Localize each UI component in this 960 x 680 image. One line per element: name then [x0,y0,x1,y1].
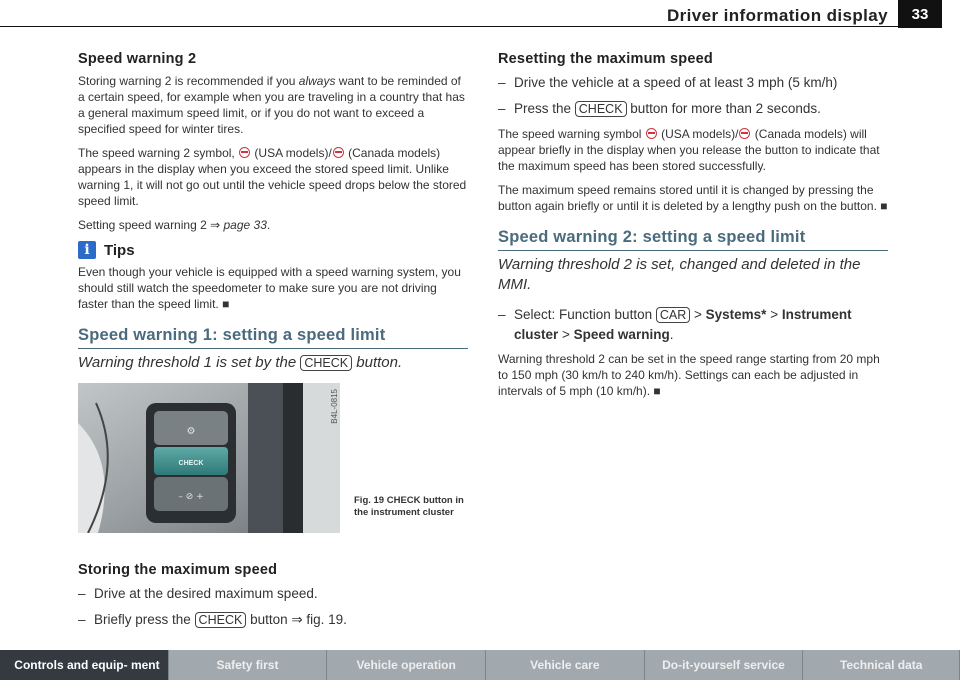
tips-text: Even though your vehicle is equipped with a speed warning system, you should still watch the speedometer to make sure you are not driving faster than the speed limit. ■ [78,265,461,311]
speed-warning-usa-icon [239,147,250,158]
storing-max-speed-heading: Storing the maximum speed [78,562,278,578]
reset-paragraph-2: The maximum speed remains stored until it is changed by pressing the button again briefly or until it is deleted by a lengthy push on the button. ■ [498,183,888,213]
svg-text:– ⊘ +: – ⊘ + [178,492,204,502]
speed-warning-canada-icon [739,128,750,139]
speed-warning-2-paragraph-3: Setting speed warning 2 ⇒ page 33. [78,218,271,232]
tips-label: Tips [104,241,135,259]
footer-tab-controls[interactable]: Controls and equip- ment [0,650,169,680]
speed-warning-2-paragraph-1: Storing warning 2 is recommended if you always want to be reminded of a certain speed, for example when you are traveling in a country that has a general maximum speed limit, or if you do not want to exceed a specified speed for winter tires. [78,74,465,136]
right-column [498,40,888,407]
tips-header [78,241,468,259]
left-column [78,40,468,637]
header-rule [0,26,908,27]
page-number: 33 [898,0,942,28]
check-button-photo [78,383,340,533]
select-step: – Select: Function button CAR > Systems* > Instrument cluster > Speed warning. [498,307,852,342]
instrument-cluster-illustration [78,383,340,533]
figure-id: B4L-0815 [330,389,339,424]
end-mark: ■ [880,199,888,213]
speed-warning-2-setting-heading: Speed warning 2: setting a speed limit [498,228,888,251]
check-key: CHECK [575,101,627,117]
speed-warning-1-intro: Warning threshold 1 is set by the CHECK button. [78,354,403,371]
footer-tab-safety[interactable]: Safety first [169,650,328,680]
svg-text:⚙: ⚙ [186,426,196,437]
footer-tab-technical-data[interactable]: Technical data [803,650,960,680]
speed-warning-canada-icon [333,147,344,158]
speed-warning-2-heading: Speed warning 2 [78,51,197,67]
check-key: CHECK [195,612,247,628]
car-key: CAR [656,307,690,323]
speed-warning-usa-icon [646,128,657,139]
end-mark: ■ [653,384,661,398]
end-mark: ■ [222,297,230,311]
resetting-max-speed-heading: Resetting the maximum speed [498,51,713,67]
speed-warning-2-paragraph-2: The speed warning 2 symbol, (USA models)/ (Canada models) appears in the display when you exceed the stored speed limit. Unlike warning 1, it will not go out until the vehicle speed drops below the stored speed limit. [78,146,467,208]
figure-19 [78,383,468,551]
page-title: Driver information display [666,6,888,25]
storing-step-2: – Briefly press the CHECK button ⇒ fig. 19. [78,612,347,627]
speed-warning-2-intro: Warning threshold 2 is set, changed and deleted in the MMI. [498,256,861,293]
info-icon: i [78,241,96,259]
page-33-link[interactable]: page 33 [223,218,267,232]
reset-step-1: – Drive the vehicle at a speed of at least 3 mph (5 km/h) [498,75,838,90]
footer-tab-diy-service[interactable]: Do-it-yourself service [645,650,804,680]
footer-nav [0,650,960,680]
storing-step-1: – Drive at the desired maximum speed. [78,586,318,601]
reset-step-2: – Press the CHECK button for more than 2 seconds. [498,101,821,116]
footer-tab-vehicle-care[interactable]: Vehicle care [486,650,645,680]
reset-paragraph-1: The speed warning symbol (USA models)/ (Canada models) will appear briefly in the display when you release the button to indicate that the maximum speed has been stored successfully. [498,127,880,173]
speed-warning-1-heading: Speed warning 1: setting a speed limit [78,326,468,349]
speed-range-paragraph: Warning threshold 2 can be set in the speed range starting from 20 mph to 150 mph (30 km/h to 240 km/h). Settings can each be adjusted in intervals of 5 mph (10 km/h). ■ [498,352,880,398]
figure-caption: Fig. 19 CHECK button in the instrument cluster [354,495,464,518]
figure-check-button-label: CHECK [178,460,204,467]
check-key: CHECK [300,355,352,371]
footer-tab-vehicle-operation[interactable]: Vehicle operation [327,650,486,680]
